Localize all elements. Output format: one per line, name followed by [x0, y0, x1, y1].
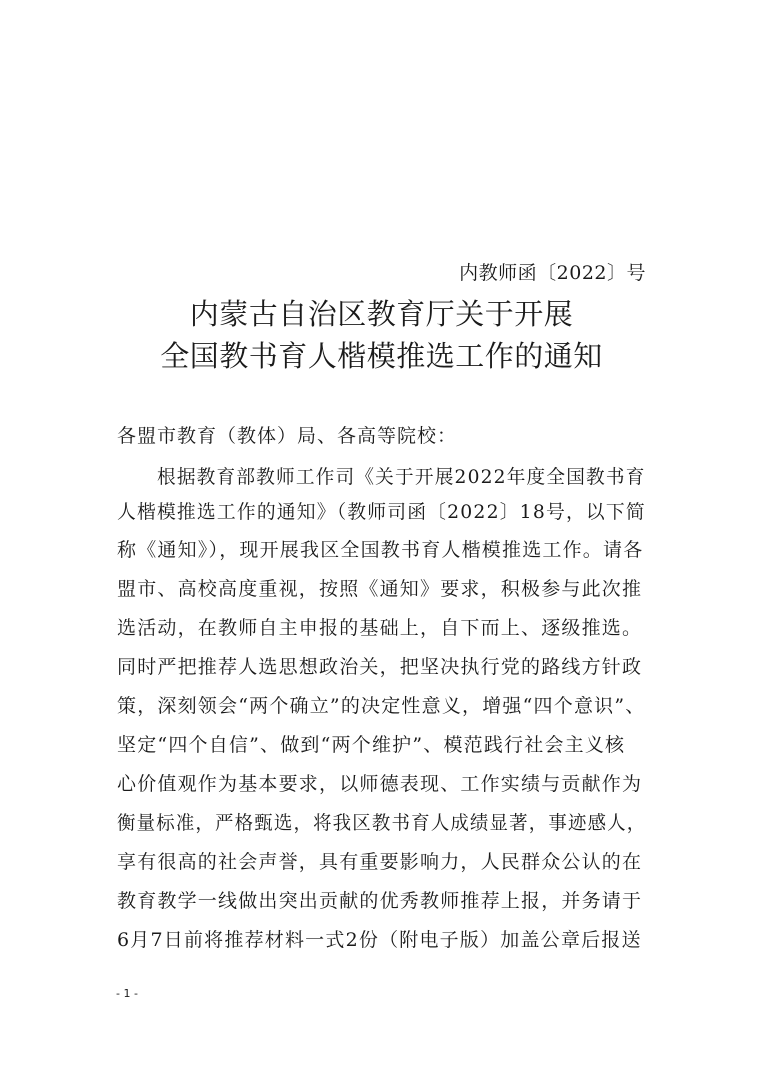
body-line: 根据教育部教师工作司《关于开展2022年度全国教书育: [157, 466, 646, 488]
body-line: 称《通知》），现开展我区全国教书育人楷模推选工作。请各: [117, 539, 644, 561]
document-number: 内教师函〔2022〕号: [459, 262, 646, 284]
body-line: 坚定“四个自信”、做到“两个维护”、模范践行社会主义核: [117, 734, 626, 756]
body-line: 心价值观作为基本要求，以师德表现、工作实绩与贡献作为: [117, 773, 643, 795]
title-line-1: 内蒙古自治区教育厅关于开展: [189, 297, 574, 331]
body-line: 教育教学一线做出突出贡献的优秀教师推荐上报，并务请于: [117, 890, 643, 912]
body-line: 6月7日前将推荐材料一式2份（附电子版）加盖公章后报送: [117, 929, 642, 951]
salutation: 各盟市教育（教体）局、各高等院校：: [117, 425, 458, 447]
title-line-2: 全国教书育人楷模推选工作的通知: [160, 339, 603, 373]
page-number: - 1 -: [116, 987, 138, 1000]
body-line: 盟市、高校高度重视，按照《通知》要求，积极参与此次推: [117, 578, 643, 600]
body-line: 策，深刻领会“两个确立”的决定性意义，增强“四个意识”、: [117, 695, 646, 717]
body-line: 人楷模推选工作的通知》（教师司函〔2022〕18号，以下简: [117, 501, 646, 523]
body-line: 享有很高的社会声誉，具有重要影响力，人民群众公认的在: [117, 851, 643, 873]
body-line: 衡量标准，严格甄选，将我区教书育人成绩显著，事迹感人，: [117, 812, 647, 834]
body-line: 同时严把推荐人选思想政治关，把坚决执行党的路线方针政: [117, 656, 643, 678]
body-line: 选活动，在教师自主申报的基础上，自下而上、逐级推选。: [117, 617, 643, 639]
